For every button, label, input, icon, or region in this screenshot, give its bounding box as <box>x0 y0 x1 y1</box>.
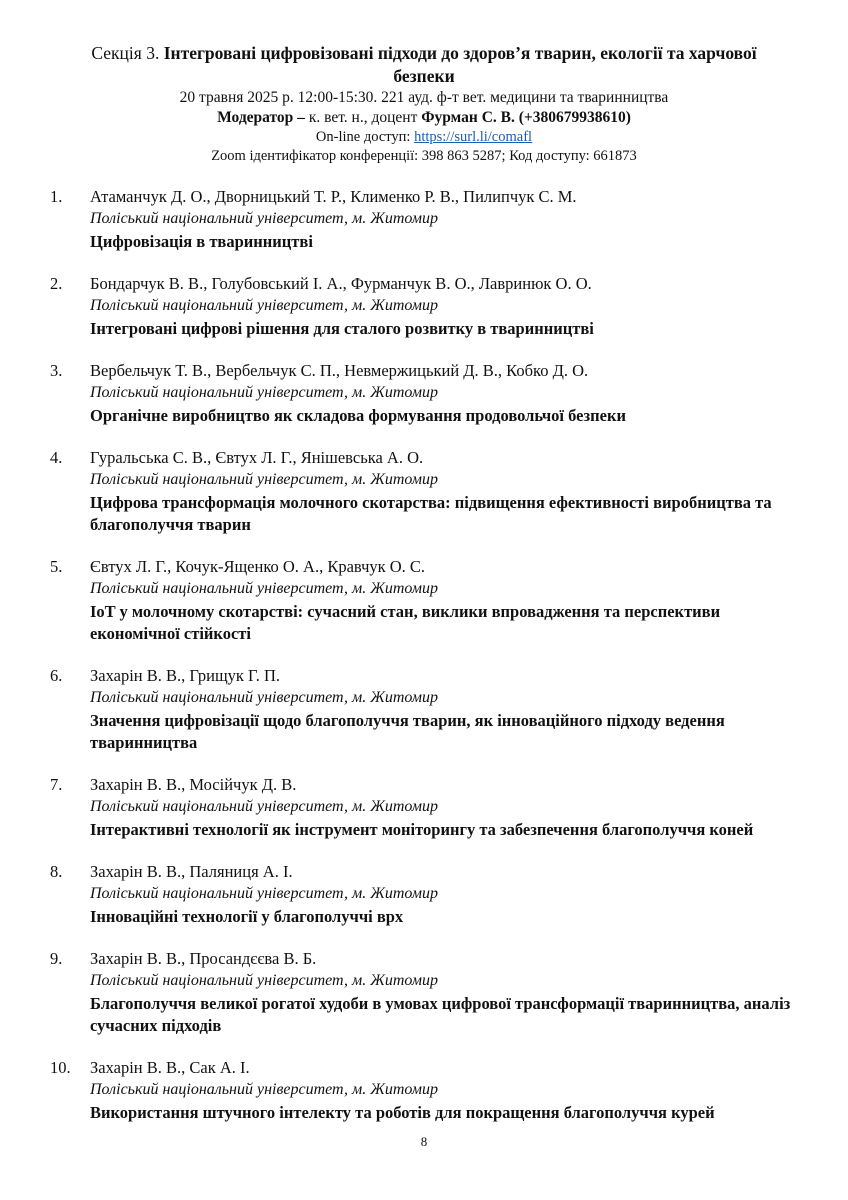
list-item <box>48 665 808 754</box>
item-authors: Захарін В. В., Паляниця А. І. <box>90 862 293 881</box>
item-number: 10. <box>50 1058 71 1077</box>
item-authors: Захарін В. В., Грищук Г. П. <box>90 666 281 685</box>
item-affiliation: Поліський національний університет, м. Житомир <box>90 798 439 815</box>
item-authors: Захарін В. В., Сак А. І. <box>90 1058 250 1077</box>
list-item <box>48 447 808 536</box>
item-title: IoT у молочному скотарстві: сучасний стан, виклики впровадження та перспективи економічної стійкості <box>90 602 721 643</box>
item-number: 6. <box>50 666 63 685</box>
item-number: 3. <box>50 361 63 380</box>
zoom-info: Zoom ідентифікатор конференції: 398 863 5287; Код доступу: 661873 <box>211 148 637 164</box>
item-authors: Вербельчук Т. В., Вербельчук С. П., Невмержицький Д. В., Кобко Д. О. <box>90 361 589 380</box>
moderator-rank: к. вет. н., доцент <box>308 109 422 126</box>
session-datetime: 20 травня 2025 р. 12:00-15:30. 221 ауд. ф-т вет. медицини та тваринництва <box>179 89 669 106</box>
list-item <box>48 556 808 645</box>
item-affiliation: Поліський національний університет, м. Житомир <box>90 689 439 706</box>
item-affiliation: Поліський національний університет, м. Житомир <box>90 580 439 597</box>
section-prefix: Секція 3. <box>91 43 164 63</box>
item-authors: Захарін В. В., Просандєєва В. Б. <box>90 949 317 968</box>
item-title: Інтерактивні технології як інструмент моніторингу та забезпечення благополуччя коней <box>90 820 754 839</box>
moderator-label: Модератор – <box>217 109 309 126</box>
list-item <box>48 948 808 1037</box>
section-title: Інтегровані цифровізовані підходи до здоров’я тварин, екології та харчової безпеки <box>163 43 757 86</box>
list-item <box>48 273 808 340</box>
item-title: Благополуччя великої рогатої худоби в умовах цифрової трансформації тваринництва, аналіз сучасних підходів <box>90 994 791 1035</box>
item-number: 9. <box>50 949 63 968</box>
list-item <box>48 861 808 928</box>
list-item <box>48 186 808 253</box>
item-authors: Євтух Л. Г., Кочук-Ященко О. А., Кравчук О. С. <box>90 557 426 576</box>
item-authors: Захарін В. В., Мосійчук Д. В. <box>90 775 297 794</box>
item-number: 2. <box>50 274 63 293</box>
online-access-line <box>60 128 788 147</box>
item-number: 1. <box>50 187 63 206</box>
item-affiliation: Поліський національний університет, м. Житомир <box>90 885 439 902</box>
moderator-line <box>60 108 788 128</box>
item-affiliation: Поліський національний університет, м. Житомир <box>90 297 439 314</box>
item-title: Органічне виробництво як складова формування продовольчої безпеки <box>90 406 626 425</box>
list-item <box>48 774 808 841</box>
item-number: 8. <box>50 862 63 881</box>
item-authors: Гуральська С. В., Євтух Л. Г., Янішевська А. О. <box>90 448 424 467</box>
item-affiliation: Поліський національний університет, м. Житомир <box>90 1081 439 1098</box>
list-item <box>48 360 808 427</box>
item-title: Інтегровані цифрові рішення для сталого розвитку в тваринництві <box>90 319 594 338</box>
online-label: On-line доступ: <box>315 129 415 145</box>
item-affiliation: Поліський національний університет, м. Житомир <box>90 471 439 488</box>
item-title: Інноваційні технології у благополуччі врх <box>90 907 404 926</box>
item-number: 7. <box>50 775 63 794</box>
item-title: Цифрова трансформація молочного скотарства: підвищення ефективності виробництва та благополуччя тварин <box>90 493 772 534</box>
section-heading <box>60 42 788 88</box>
item-title: Використання штучного інтелекту та роботів для покращення благополуччя курей <box>90 1103 715 1122</box>
page-number: 8 <box>420 1134 428 1149</box>
item-affiliation: Поліський національний університет, м. Житомир <box>90 210 439 227</box>
list-item <box>48 1057 808 1124</box>
online-link[interactable]: https://surl.li/comafl <box>414 129 533 145</box>
item-title: Значення цифровізації щодо благополуччя тварин, як інноваційного підходу ведення тваринництва <box>90 711 725 752</box>
item-affiliation: Поліський національний університет, м. Житомир <box>90 972 439 989</box>
moderator-name: Фурман С. В. (+380679938610) <box>421 109 631 126</box>
session-header <box>60 42 788 166</box>
presentation-list <box>48 186 808 1144</box>
item-title: Цифровізація в тваринництві <box>90 232 313 251</box>
item-number: 5. <box>50 557 63 576</box>
item-number: 4. <box>50 448 63 467</box>
item-authors: Бондарчук В. В., Голубовський І. А., Фурманчук В. О., Лавринюк О. О. <box>90 274 592 293</box>
item-authors: Атаманчук Д. О., Дворницький Т. Р., Клименко Р. В., Пилипчук С. М. <box>90 187 577 206</box>
item-affiliation: Поліський національний університет, м. Житомир <box>90 384 439 401</box>
